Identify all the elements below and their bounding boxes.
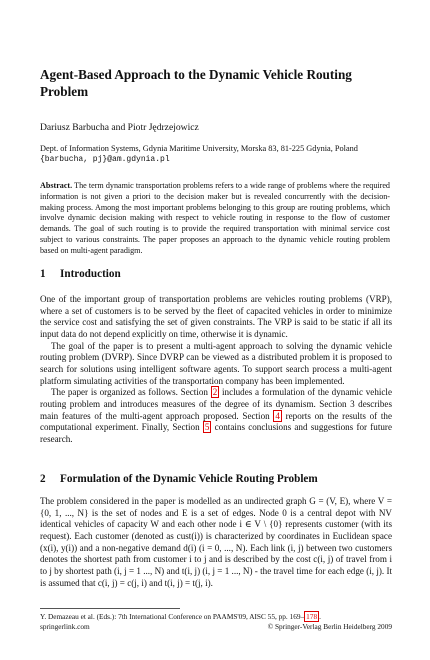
section-2-body — [40, 496, 392, 589]
section-1-body — [40, 294, 392, 446]
email[interactable]: {barbucha, pj}@am.gdynia.pl — [40, 154, 170, 164]
section-4-link[interactable]: 4 — [275, 410, 280, 421]
abstract — [40, 181, 390, 257]
section-2-heading — [40, 473, 318, 485]
intro-p3-part-b: includes a formulation of the dynamic vehicle routing problem and introduces measures of the degree of its dynamism. Section 3 describes main features of the multi-agent approach proposed. Section — [40, 387, 392, 421]
citation-end: . — [319, 612, 321, 621]
paper-title: Agent-Based Approach to the Dynamic Vehicle Routing Problem — [40, 67, 352, 99]
intro-p3-part-d: contains conclusions and suggestions for future research. — [40, 422, 392, 444]
section-5-link[interactable]: 5 — [204, 422, 210, 433]
footer-row — [40, 622, 392, 632]
intro-p3-part-c: reports on the results of the computational experiment. Finally, Section — [40, 410, 392, 433]
copyright: © Springer-Verlag Berlin Heidelberg 2009 — [267, 621, 392, 631]
affiliation-block — [40, 144, 390, 165]
abstract-text: The term dynamic transportation problems refers to a wide range of problems where the required information is not given a priori to the decision maker but is revealed concurrently with the decision-making process. Among the most important problems belonging to this group are routing problems, which involve dynamic decision making with respect to vehicle routing in response to the flow of customer demands. The goal of such routing is to provide the required transportation with minimal service cost subject to various constraints. The paper proposes an approach to the dynamic vehicle routing problem based on multi-agent paradigm. — [40, 181, 390, 255]
intro-paragraph-1: One of the important group of transportation problems are vehicles routing problems (VRP), where a set of customers is to be served by the fleet of capacited vehicles in order to minimize the service cost and satisfying the set of given constraints. The VRP is said to be static if all its input data do not depend explicitly on time, otherwise it is dynamic. — [40, 294, 392, 339]
citation-pages-link[interactable]: 178 — [306, 612, 318, 621]
affiliation: Dept. of Information Systems, Gdynia Maritime University, Morska 83, 81-225 Gdynia, Poland — [40, 144, 358, 153]
section-2-number: 2 — [40, 473, 46, 485]
paper-authors: Dariusz Barbucha and Piotr Jędrzejowicz — [40, 122, 199, 133]
footer-rule — [40, 608, 180, 609]
intro-paragraph-2: The goal of the paper is to present a multi-agent approach to solving the dynamic vehicle routing problem (DVRP). Since DVRP can be viewed as a distributed problem it is proposed to search for solutions using intelligent software agents. To support search process a multi-agent platform simulating activities of the transportation company has been implemented. — [40, 340, 392, 386]
intro-paragraph-3 — [40, 387, 392, 445]
section-1-heading — [40, 268, 121, 280]
section-1-title: Introduction — [60, 268, 121, 280]
citation-text: Y. Demazeau et al. (Eds.): 7th International Conference on PAAMS'09, AISC 55, pp. 169– — [40, 612, 305, 621]
section-2-title: Formulation of the Dynamic Vehicle Routing Problem — [60, 473, 318, 485]
abstract-label: Abstract. — [40, 181, 73, 190]
intro-p3-part-a: The paper is organized as follows. Section — [51, 387, 211, 398]
section-1-number: 1 — [40, 268, 46, 280]
section-2-link[interactable]: 2 — [212, 387, 218, 398]
citation — [40, 612, 392, 622]
publisher-site: springerlink.com — [40, 621, 90, 631]
footer — [40, 612, 392, 631]
formulation-paragraph: The problem considered in the paper is modelled as an undirected graph G = (V, E), where V = {0, 1, ..., N} is the set of nodes and E is a set of edges. Node 0 is a central depot with NV identical vehicles of capacity W and each other node i ∈ V \ {0} represents customer (with its request). Each customer (denoted as cust(i)) is characterized by coordinates in Euclidean space (x(i), y(i)) and a non-negative demand d(i) (i = 0, ..., N). Each link (i, j) between two customers denotes the shortest path from customer i to j and is described by the cost c(i, j) of travel from i to j by shortest path (i, j = 1 ..., N) and t(i, j) (i, j = 1 ..., N) - the travel time for each edge (i, j). It is assumed that c(i, j) = c(j, i) and t(i, j) = t(j, i). — [40, 496, 392, 588]
